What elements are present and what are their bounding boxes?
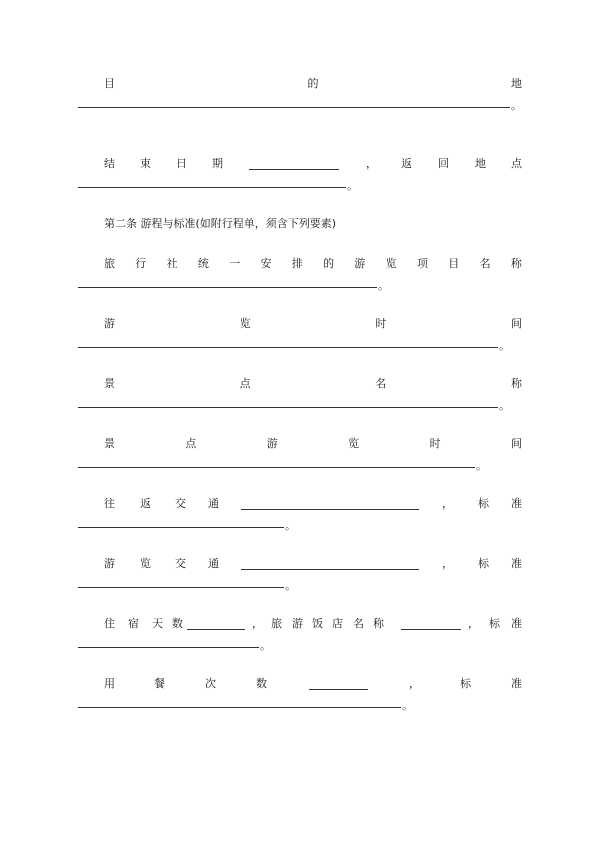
article-2-heading: 第二条 游程与标准(如附行程单，须含下列要素) (104, 217, 337, 230)
destination-char-1: 目 (104, 77, 115, 90)
scenic-name-blank[interactable] (78, 407, 498, 408)
tour-time-char-1: 游 (104, 317, 115, 330)
return-place-char-4: 点 (511, 157, 522, 170)
end-date-char-1: 结 (104, 157, 115, 170)
lodging-char-4: 数 (172, 617, 183, 630)
round-trip-std-char-1: 标 (478, 497, 489, 510)
project-name-char-11: 项 (416, 257, 428, 270)
tour-time-char-2: 览 (239, 317, 251, 330)
scenic-time-char-2: 点 (185, 437, 197, 450)
meals-std-char-2: 准 (511, 677, 522, 690)
destination-blank[interactable] (78, 107, 510, 108)
round-trip-comma: ， (442, 497, 453, 510)
meals-count-blank[interactable] (309, 689, 368, 690)
destination-period: 。 (511, 99, 522, 112)
end-date-blank[interactable] (249, 169, 339, 170)
meals-char-4: 数 (256, 677, 267, 690)
end-date-char-3: 日 (176, 157, 187, 170)
scenic-time-label-row (104, 436, 522, 452)
project-name-char-9: 游 (354, 257, 366, 270)
tour-transport-char-2: 览 (140, 557, 151, 570)
project-name-char-13: 名 (479, 257, 491, 270)
project-name-char-8: 的 (323, 257, 335, 270)
return-place-char-2: 回 (438, 157, 449, 170)
project-name-char-5: 一 (229, 257, 241, 270)
tour-transport-comma: ， (442, 557, 453, 570)
round-trip-std-char-2: 准 (511, 497, 522, 510)
tour-time-char-4: 间 (510, 317, 522, 330)
hotel-name-char-3: 饭 (312, 617, 323, 630)
tour-transport-char-4: 通 (208, 557, 219, 570)
meals-std-blank[interactable] (78, 707, 401, 708)
meals-period: 。 (402, 699, 413, 712)
hotel-name-blank[interactable] (401, 629, 461, 630)
scenic-time-blank[interactable] (78, 467, 475, 468)
tour-time-blank[interactable] (78, 347, 498, 348)
round-trip-char-2: 返 (140, 497, 151, 510)
project-name-char-12: 目 (448, 257, 460, 270)
project-name-char-10: 览 (385, 257, 397, 270)
tour-transport-char-1: 游 (104, 557, 115, 570)
meals-comma: ， (409, 677, 420, 690)
round-trip-std-blank[interactable] (78, 527, 284, 528)
hotel-name-char-1: 旅 (271, 617, 282, 630)
hotel-name-char-5: 名 (353, 617, 364, 630)
tour-transport-blank[interactable] (241, 569, 419, 570)
round-trip-char-3: 交 (175, 497, 186, 510)
scenic-name-char-3: 名 (375, 377, 387, 390)
destination-char-3: 地 (511, 77, 522, 90)
scenic-time-char-4: 览 (348, 437, 360, 450)
meals-std-char-1: 标 (460, 677, 471, 690)
end-date-char-2: 束 (140, 157, 151, 170)
project-name-label-row (104, 256, 522, 272)
scenic-name-char-2: 点 (239, 377, 251, 390)
round-trip-blank[interactable] (241, 509, 419, 510)
destination-label-row (104, 76, 522, 92)
project-name-period: 。 (378, 279, 389, 292)
project-name-char-14: 称 (510, 257, 522, 270)
project-name-char-4: 统 (197, 257, 209, 270)
tour-transport-std-char-2: 准 (511, 557, 522, 570)
lodging-char-1: 住 (104, 617, 115, 630)
project-name-blank[interactable] (78, 287, 377, 288)
lodging-comma-1: ， (252, 617, 263, 630)
project-name-char-6: 安 (260, 257, 272, 270)
lodging-char-3: 天 (152, 617, 163, 630)
scenic-time-period: 。 (476, 459, 487, 472)
lodging-period: 。 (260, 639, 271, 652)
meals-char-1: 用 (104, 677, 115, 690)
tour-transport-char-3: 交 (175, 557, 186, 570)
scenic-time-char-5: 时 (429, 437, 441, 450)
hotel-name-char-4: 店 (332, 617, 343, 630)
tour-time-label-row (104, 316, 522, 332)
scenic-name-char-4: 称 (510, 377, 522, 390)
scenic-time-char-6: 间 (510, 437, 522, 450)
tour-transport-period: 。 (285, 579, 296, 592)
tour-time-period: 。 (499, 339, 510, 352)
return-place-period: 。 (347, 179, 358, 192)
project-name-char-1: 旅 (104, 257, 115, 270)
return-place-char-3: 地 (475, 157, 486, 170)
round-trip-period: 。 (285, 519, 296, 532)
scenic-name-period: 。 (499, 399, 510, 412)
scenic-name-char-1: 景 (104, 377, 115, 390)
tour-transport-std-char-1: 标 (478, 557, 489, 570)
round-trip-char-4: 通 (208, 497, 219, 510)
meals-char-3: 次 (205, 677, 216, 690)
end-date-char-4: 期 (212, 157, 223, 170)
return-place-blank[interactable] (78, 187, 346, 188)
scenic-time-char-1: 景 (104, 437, 115, 450)
lodging-std-blank[interactable] (78, 647, 259, 648)
meals-char-2: 餐 (154, 677, 165, 690)
lodging-std-char-2: 准 (511, 617, 522, 630)
scenic-name-label-row (104, 376, 522, 392)
hotel-name-char-2: 游 (292, 617, 303, 630)
hotel-name-char-6: 称 (373, 617, 384, 630)
project-name-char-3: 社 (166, 257, 178, 270)
lodging-std-char-1: 标 (489, 617, 500, 630)
return-place-char-1: 返 (401, 157, 412, 170)
lodging-days-blank[interactable] (187, 629, 245, 630)
tour-time-char-3: 时 (375, 317, 387, 330)
lodging-comma-2: ， (468, 617, 479, 630)
round-trip-char-1: 往 (104, 497, 115, 510)
tour-transport-std-blank[interactable] (78, 587, 284, 588)
scenic-time-char-3: 游 (266, 437, 278, 450)
project-name-char-2: 行 (135, 257, 147, 270)
project-name-char-7: 排 (291, 257, 303, 270)
end-date-comma: ， (366, 157, 377, 170)
lodging-char-2: 宿 (128, 617, 139, 630)
destination-char-2: 的 (307, 77, 319, 90)
